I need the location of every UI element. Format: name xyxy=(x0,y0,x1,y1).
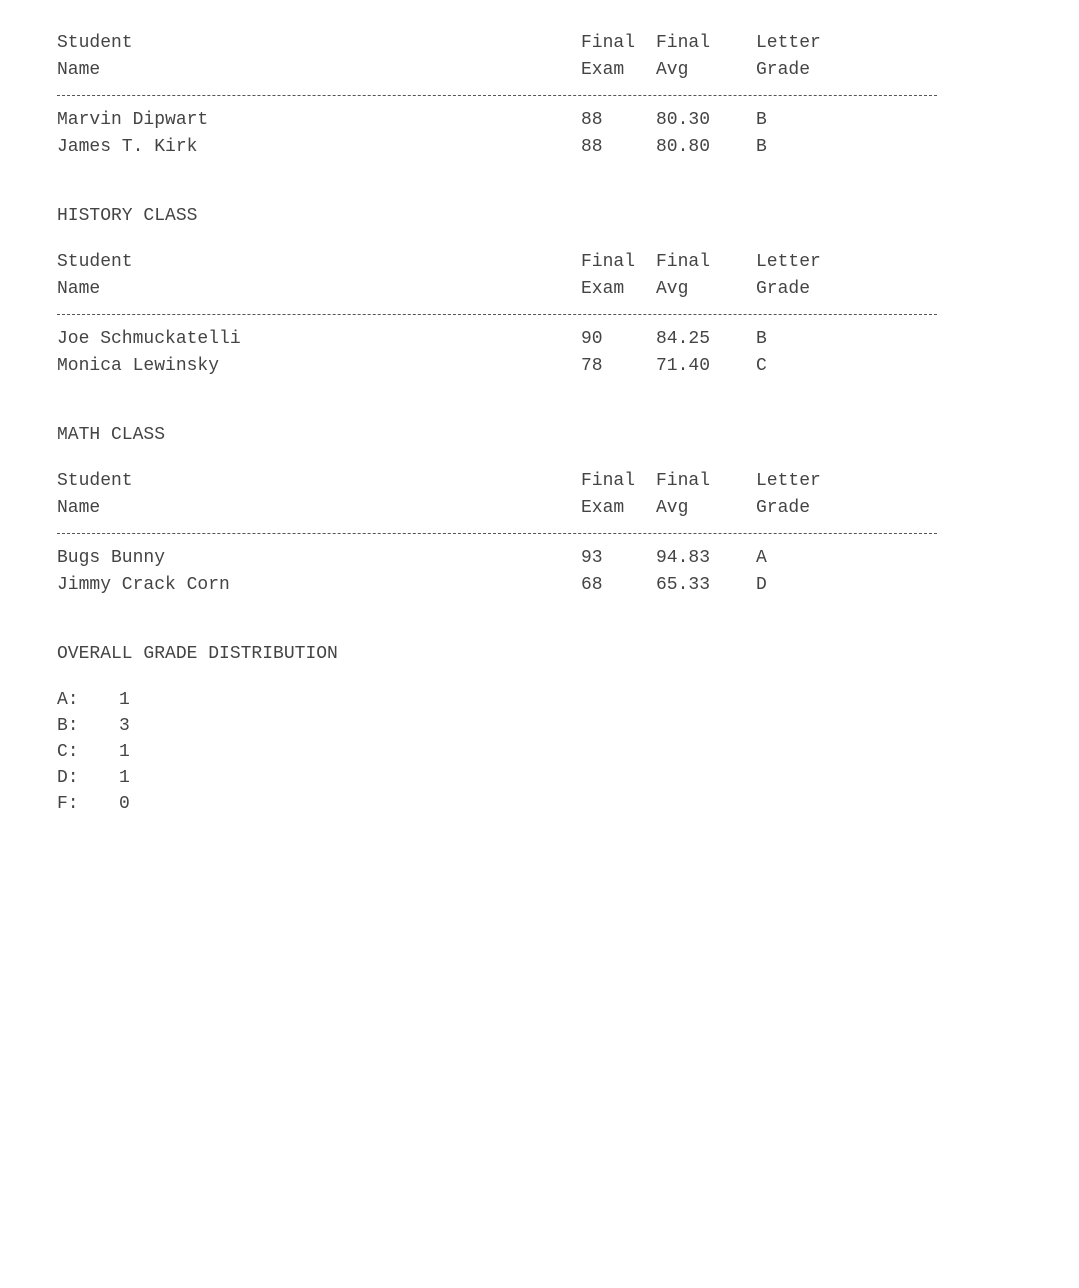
header-final-avg-top: Final xyxy=(656,471,711,491)
final-average: 84.25 xyxy=(656,329,711,349)
header-exam: Exam xyxy=(581,279,625,299)
header-letter: Letter xyxy=(756,471,821,491)
header-name: Name xyxy=(57,498,101,518)
grade-count: 1 xyxy=(119,768,130,788)
header-final-avg-top: Final xyxy=(656,33,711,53)
grade-report xyxy=(57,30,937,817)
header-student: Student xyxy=(57,471,133,491)
header-grade: Grade xyxy=(756,498,811,518)
header-avg: Avg xyxy=(656,60,689,80)
letter-grade: C xyxy=(756,356,767,376)
list-item xyxy=(57,713,937,739)
list-item xyxy=(57,687,937,713)
header-letter: Letter xyxy=(756,252,821,272)
list-item xyxy=(57,765,937,791)
column-header-row-2 xyxy=(57,57,937,84)
grade-distribution-section xyxy=(57,641,937,817)
final-average: 94.83 xyxy=(656,548,711,568)
header-exam: Exam xyxy=(581,498,625,518)
column-header-row-2 xyxy=(57,495,937,522)
header-student: Student xyxy=(57,252,133,272)
letter-grade: D xyxy=(756,575,767,595)
header-exam: Exam xyxy=(581,60,625,80)
final-exam-score: 90 xyxy=(581,329,603,349)
grade-count: 0 xyxy=(119,794,130,814)
header-name: Name xyxy=(57,60,101,80)
final-exam-score: 88 xyxy=(581,110,603,130)
student-name: James T. Kirk xyxy=(57,137,198,157)
list-item xyxy=(57,791,937,817)
final-average: 71.40 xyxy=(656,356,711,376)
header-grade: Grade xyxy=(756,279,811,299)
column-header-row-1 xyxy=(57,468,937,495)
header-letter: Letter xyxy=(756,33,821,53)
history-class-section xyxy=(57,203,937,380)
dashed-divider xyxy=(57,314,937,317)
letter-grade: B xyxy=(756,329,767,349)
grade-letter: F: xyxy=(57,794,79,814)
column-header-row-1 xyxy=(57,30,937,57)
table-row xyxy=(57,107,937,134)
letter-grade: B xyxy=(756,110,767,130)
table-row xyxy=(57,545,937,572)
grade-letter: C: xyxy=(57,742,79,762)
header-grade: Grade xyxy=(756,60,811,80)
letter-grade: B xyxy=(756,137,767,157)
header-final-exam-top: Final xyxy=(581,252,636,272)
final-exam-score: 78 xyxy=(581,356,603,376)
final-exam-score: 88 xyxy=(581,137,603,157)
list-item xyxy=(57,739,937,765)
header-final-exam-top: Final xyxy=(581,471,636,491)
table-row xyxy=(57,326,937,353)
student-name: Monica Lewinsky xyxy=(57,356,220,376)
dashed-divider xyxy=(57,95,937,98)
table-row xyxy=(57,134,937,161)
student-name: Joe Schmuckatelli xyxy=(57,329,241,349)
final-average: 80.80 xyxy=(656,137,711,157)
grade-letter: A: xyxy=(57,690,79,710)
table-row xyxy=(57,572,937,599)
final-exam-score: 93 xyxy=(581,548,603,568)
letter-grade: A xyxy=(756,548,767,568)
grade-count: 3 xyxy=(119,716,130,736)
distribution-title: OVERALL GRADE DISTRIBUTION xyxy=(57,644,338,664)
student-name: Jimmy Crack Corn xyxy=(57,575,230,595)
column-header-row-2 xyxy=(57,276,937,303)
class-section-continued xyxy=(57,30,937,161)
header-student: Student xyxy=(57,33,133,53)
grade-count: 1 xyxy=(119,742,130,762)
header-final-avg-top: Final xyxy=(656,252,711,272)
section-title: HISTORY CLASS xyxy=(57,206,198,226)
grade-letter: B: xyxy=(57,716,79,736)
section-title: MATH CLASS xyxy=(57,425,166,445)
student-name: Bugs Bunny xyxy=(57,548,166,568)
math-class-section xyxy=(57,422,937,599)
final-average: 65.33 xyxy=(656,575,711,595)
grade-count: 1 xyxy=(119,690,130,710)
final-exam-score: 68 xyxy=(581,575,603,595)
dashed-divider xyxy=(57,533,937,536)
header-final-exam-top: Final xyxy=(581,33,636,53)
header-name: Name xyxy=(57,279,101,299)
student-name: Marvin Dipwart xyxy=(57,110,209,130)
grade-letter: D: xyxy=(57,768,79,788)
distribution-list xyxy=(57,687,937,817)
table-row xyxy=(57,353,937,380)
column-header-row-1 xyxy=(57,249,937,276)
header-avg: Avg xyxy=(656,279,689,299)
header-avg: Avg xyxy=(656,498,689,518)
final-average: 80.30 xyxy=(656,110,711,130)
